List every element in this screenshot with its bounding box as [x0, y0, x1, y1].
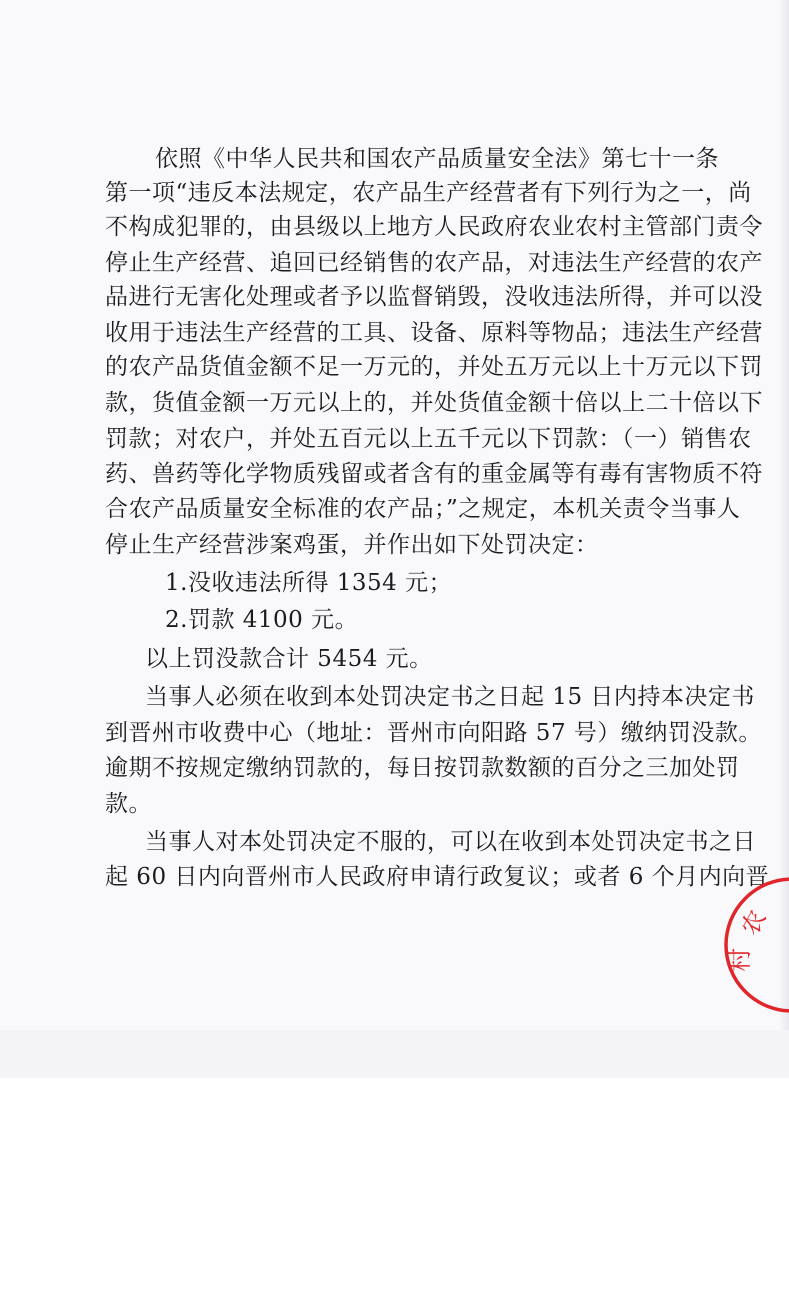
paragraph-line-5: 品进行无害化处理或者予以监督销毁，没收违法所得，并可以没 — [105, 284, 763, 310]
payment-line-3: 逾期不按规定缴纳罚款的，每日按罚款数额的百分之三加处罚 — [105, 755, 740, 781]
seal-char-1: 农 — [735, 905, 772, 940]
paragraph-line-8: 款，货值金额一万元以上的，并处货值金额十倍以上二十倍以下 — [105, 390, 763, 416]
payment-line-2: 到晋州市收费中心（地址：晋州市向阳路 57 号）缴纳罚没款。 — [105, 720, 762, 746]
paragraph-line-11: 合农产品质量安全标准的农产品；”之规定，本机关责令当事人 — [105, 496, 741, 522]
decision-item-2: 2.罚款 4100 元。 — [165, 607, 359, 633]
paragraph-line-3: 不构成犯罪的，由县级以上地方人民政府农业农村主管部门责令 — [105, 214, 763, 240]
seal-char-2: 村 — [726, 948, 754, 972]
paragraph-line-6: 收用于违法生产经营的工具、设备、原料等物品；违法生产经营 — [105, 320, 763, 346]
page-bottom-band — [0, 1030, 789, 1078]
paragraph-line-2: 第一项“违反本法规定，农产品生产经营者有下列行为之一，尚 — [105, 180, 752, 206]
official-seal — [700, 875, 789, 1015]
decision-total: 以上罚没款合计 5454 元。 — [145, 646, 433, 672]
seal-ring — [726, 879, 789, 1011]
paragraph-line-9: 罚款；对农户，并处五百元以上五千元以下罚款：（一）销售农 — [105, 426, 752, 452]
appeal-line-2: 起 60 日内向晋州市人民政府申请行政复议；或者 6 个月内向晋 — [105, 864, 770, 890]
paragraph-line-12: 停止生产经营涉案鸡蛋，并作出如下处罚决定： — [105, 532, 599, 558]
payment-line-4: 款。 — [105, 791, 152, 817]
paragraph-line-10: 药、兽药等化学物质残留或者含有的重金属等有毒有害物质不符 — [105, 461, 763, 487]
payment-line-1: 当事人必须在收到本处罚决定书之日起 15 日内持本决定书 — [145, 684, 755, 710]
decision-item-1: 1.没收违法所得 1354 元； — [165, 570, 453, 596]
paragraph-line-4: 停止生产经营、追回已经销售的农产品，对违法生产经营的农产 — [105, 250, 763, 276]
paragraph-line-1: 依照《中华人民共和国农产品质量安全法》第七十一条 — [155, 146, 719, 172]
appeal-line-1: 当事人对本处罚决定不服的，可以在收到本处罚决定书之日 — [145, 829, 756, 855]
paragraph-line-7: 的农产品货值金额不足一万元的，并处五万元以上十万元以下罚 — [105, 354, 763, 380]
